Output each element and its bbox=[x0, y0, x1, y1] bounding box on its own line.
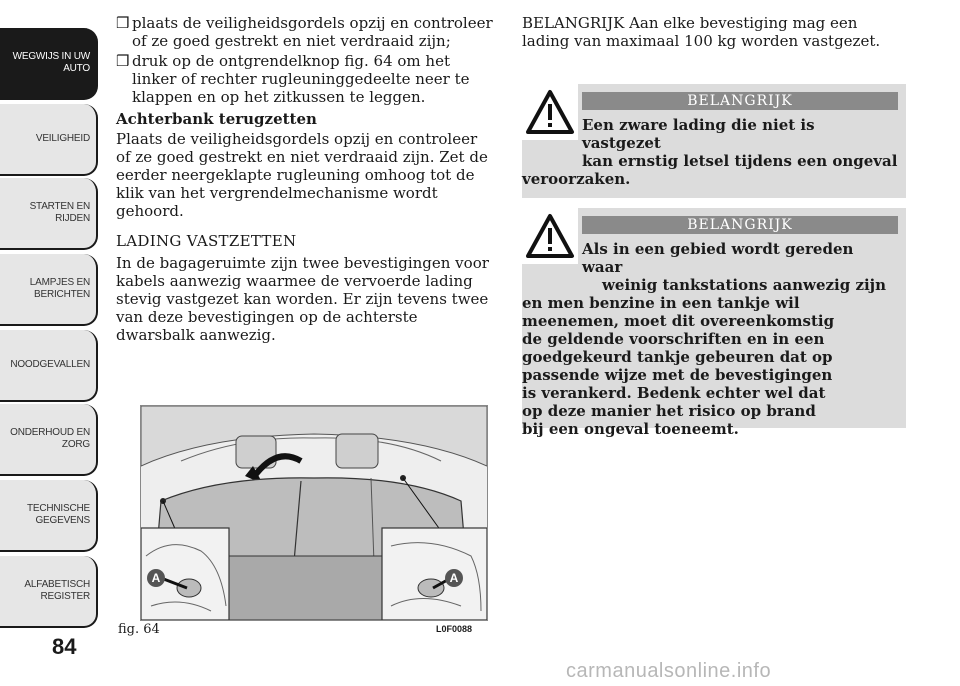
warning-triangle-icon bbox=[522, 208, 578, 264]
rear-seat-drawing bbox=[141, 406, 487, 620]
warning-line: kan ernstig letsel tijdens een ongeval bbox=[582, 152, 898, 170]
figure-rear-seat-illustration bbox=[140, 405, 488, 621]
warning-box-1 bbox=[522, 84, 906, 198]
tab-lampjes-en-berichten[interactable] bbox=[0, 254, 98, 326]
paragraph: In de bagageruimte zijn twee bevestigingen voor kabels aanwezig waarmee de vervoerde lading stevig vastgezet kan worden. Er zijn tevens twee van deze bevestigingen op de achterste dwarsbalk aanwezig. bbox=[116, 254, 489, 344]
tab-label: ONDERHOUD EN ZORG bbox=[10, 427, 90, 450]
marker-label: A bbox=[449, 571, 459, 585]
warning-title: BELANGRIJK bbox=[582, 92, 898, 110]
list-item-text: plaats de veiligheidsgordels opzij en controleer of ze goed gestrekt en niet verdraaid zijn; bbox=[132, 14, 493, 50]
tab-wegwijs-in-uw-auto[interactable] bbox=[0, 28, 98, 100]
tab-label: STARTEN EN RIJDEN bbox=[29, 201, 90, 224]
warning-line: en men benzine in een tankje wil meenemen, moet dit overeenkomstig de geldende voorschriften en in een goedgekeurd tankje gebeuren dat op passende wijze met de bevestigingen is verankerd. Bedenk echter wel dat op deze manier het risico op brand bij een ongeval toeneemt. bbox=[522, 294, 835, 438]
warning-triangle-icon bbox=[522, 84, 578, 140]
left-column bbox=[116, 14, 496, 356]
right-column bbox=[522, 14, 906, 50]
tab-technische-gegevens[interactable] bbox=[0, 480, 98, 552]
warning-line: Een zware lading die niet is vastgezet bbox=[582, 116, 815, 152]
tab-label: VEILIGHEID bbox=[35, 133, 90, 144]
list-item bbox=[116, 14, 496, 50]
section-title: LADING VASTZETTEN bbox=[116, 232, 297, 250]
figure-code: L0F0088 bbox=[436, 624, 473, 634]
tab-label: WEGWIJS IN UW AUTO bbox=[12, 51, 90, 74]
paragraph: Plaats de veiligheidsgordels opzij en controleer of ze goed gestrekt en niet verdraaid zijn. Zet de eerder neergeklapte rugleuning omhoog tot de klik van het vergrendelmechanisme wordt gehoord. bbox=[116, 130, 488, 220]
marker-a-right bbox=[445, 569, 463, 587]
warning-text bbox=[522, 116, 898, 188]
tab-veiligheid[interactable] bbox=[0, 104, 98, 176]
watermark: carmanualsonline.info bbox=[566, 660, 772, 682]
warning-box-2 bbox=[522, 208, 906, 438]
checkbox-bullet-icon: ❒ bbox=[116, 14, 130, 32]
warning-text bbox=[522, 240, 898, 438]
figure-caption: fig. 64 bbox=[118, 622, 160, 637]
warning-title: BELANGRIJK bbox=[582, 216, 898, 234]
marker-label: A bbox=[151, 571, 161, 585]
tab-label: LAMPJES EN BERICHTEN bbox=[29, 277, 90, 300]
tab-label: NOODGEVALLEN bbox=[10, 359, 90, 370]
page-number: 84 bbox=[52, 634, 77, 659]
tab-label: TECHNISCHE GEGEVENS bbox=[26, 503, 90, 526]
warning-line: weinig tankstations aanwezig zijn bbox=[602, 276, 886, 294]
tab-noodgevallen[interactable] bbox=[0, 330, 98, 402]
warning-line: veroorzaken. bbox=[522, 170, 631, 188]
checkbox-bullet-icon: ❒ bbox=[116, 52, 130, 70]
tab-onderhoud-en-zorg[interactable] bbox=[0, 404, 98, 476]
paragraph: BELANGRIJK Aan elke bevestiging mag een lading van maximaal 100 kg worden vastgezet. bbox=[522, 14, 881, 50]
chapter-sidebar bbox=[0, 0, 100, 686]
tab-alfabetisch-register[interactable] bbox=[0, 556, 98, 628]
list-item-text: druk op de ontgrendelknop fig. 64 om het linker of rechter rugleuninggedeelte neer te klappen en op het zitkussen te leggen. bbox=[132, 52, 470, 106]
list-item bbox=[116, 52, 496, 106]
subheading: Achterbank terugzetten bbox=[116, 110, 317, 128]
tab-starten-en-rijden[interactable] bbox=[0, 178, 98, 250]
marker-a-left bbox=[147, 569, 165, 587]
tab-label: ALFABETISCH REGISTER bbox=[24, 579, 90, 602]
warning-line: Als in een gebied wordt gereden waar bbox=[582, 240, 854, 276]
